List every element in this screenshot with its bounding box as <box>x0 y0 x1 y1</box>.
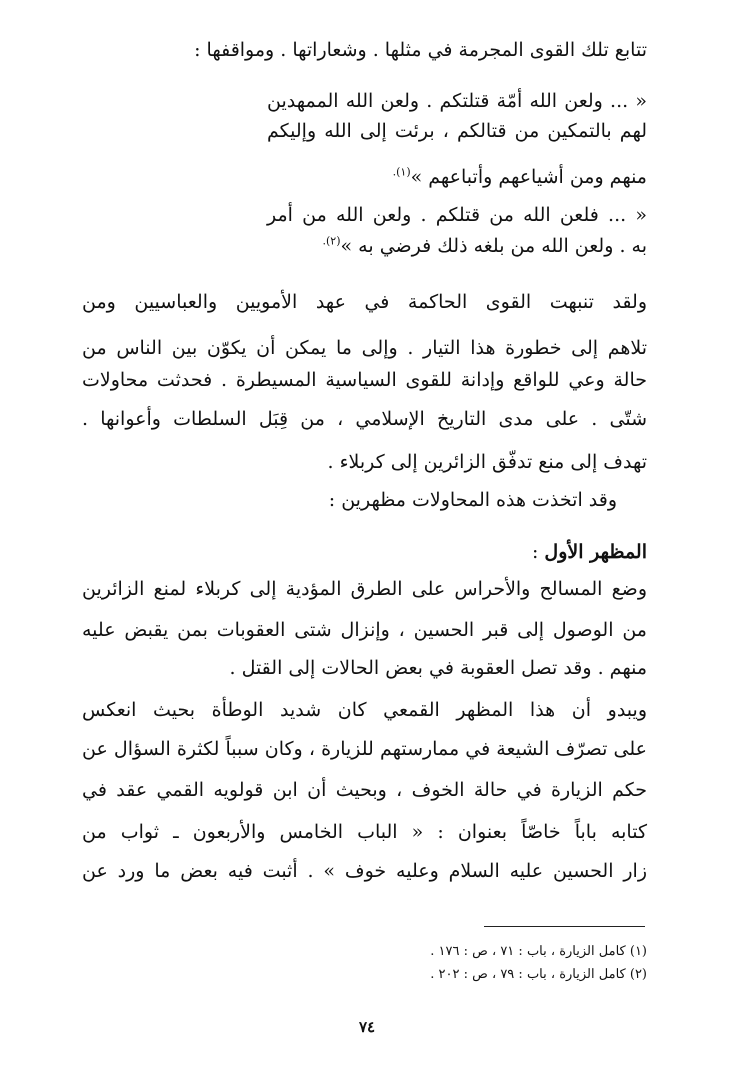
paragraph3-line-3: حكم الزيارة في حالة الخوف ، وبحيث أن ابن قولويه القمي عقد في <box>82 779 647 801</box>
paragraph2-line-3: منهم . وقد تصل العقوبة في بعض الحالات إلى القتل . <box>229 657 647 679</box>
paragraph1-line-2: تلاهم إلى خطورة هذا التيار . وإلى ما يمكن أن يكوّن بين الناس من <box>82 337 647 359</box>
paragraph1-line-3: حالة وعي للواقع وإدانة للقوى السياسية المسيطرة . فحدثت محاولات <box>82 369 647 391</box>
quote1-line-2: لهم بالتمكين من قتالكم ، برئت إلى الله وإليكم <box>267 120 647 142</box>
footnote-marker-2: (٢). <box>322 234 341 248</box>
quote1-line-3-text: منهم ومن أشياعهم وأتباعهم » <box>410 166 647 188</box>
section-heading-colon: : <box>531 541 539 563</box>
section-heading-title: المظهر الأول <box>544 541 647 563</box>
quote2-line-2-text: به . ولعن الله من بلغه ذلك فرضي به » <box>340 235 647 257</box>
footnote-2: (٢) كامل الزيارة ، باب : ٧٩ ، ص : ٢٠٢ . <box>430 967 647 982</box>
paragraph2-line-1: وضع المسالح والأحراس على الطرق المؤدية إلى كربلاء لمنع الزائرين <box>82 578 647 600</box>
footnote-1: (١) كامل الزيارة ، باب : ٧١ ، ص : ١٧٦ . <box>430 944 647 959</box>
quote1-line-1: « ... ولعن الله أمّة قتلتكم . ولعن الله الممهدين <box>267 90 647 112</box>
paragraph2-line-2: من الوصول إلى قبر الحسين ، وإنزال شتى العقوبات بمن يقبض عليه <box>82 619 647 641</box>
page-number: ٧٤ <box>358 1018 376 1036</box>
footnote-divider <box>484 926 645 927</box>
paragraph1-line-6: وقد اتخذت هذه المحاولات مظهرين : <box>328 489 617 511</box>
paragraph3-line-5: زار الحسين عليه السلام وعليه خوف » . أثبت فيه بعض ما ورد عن <box>82 860 647 882</box>
paragraph1-line-5: تهدف إلى منع تدفّق الزائرين إلى كربلاء . <box>327 451 647 473</box>
footnote-marker-1: (١). <box>392 165 411 179</box>
section-heading <box>532 540 647 564</box>
quote1-line-3 <box>393 165 647 189</box>
paragraph1-line-4: شتّى . على مدى التاريخ الإسلامي ، من قِبَل السلطات وأعوانها . <box>82 408 647 430</box>
quote2-line-2 <box>323 234 648 258</box>
quote2-line-1: « ... فلعن الله من قتلكم . ولعن الله من أمر <box>267 204 647 226</box>
paragraph1-line-1: ولقد تنبهت القوى الحاكمة في عهد الأمويين والعباسيين ومن <box>82 291 647 313</box>
intro-line: تتابع تلك القوى المجرمة في مثلها . وشعاراتها . ومواقفها : <box>194 39 647 61</box>
paragraph3-line-1: ويبدو أن هذا المظهر القمعي كان شديد الوطأة بحيث انعكس <box>82 699 647 721</box>
paragraph3-line-4: كتابه باباً خاصّاً بعنوان : « الباب الخامس والأربعون ـ ثواب من <box>82 821 647 843</box>
paragraph3-line-2: على تصرّف الشيعة في ممارستهم للزيارة ، وكان سبباً لكثرة السؤال عن <box>82 738 647 760</box>
